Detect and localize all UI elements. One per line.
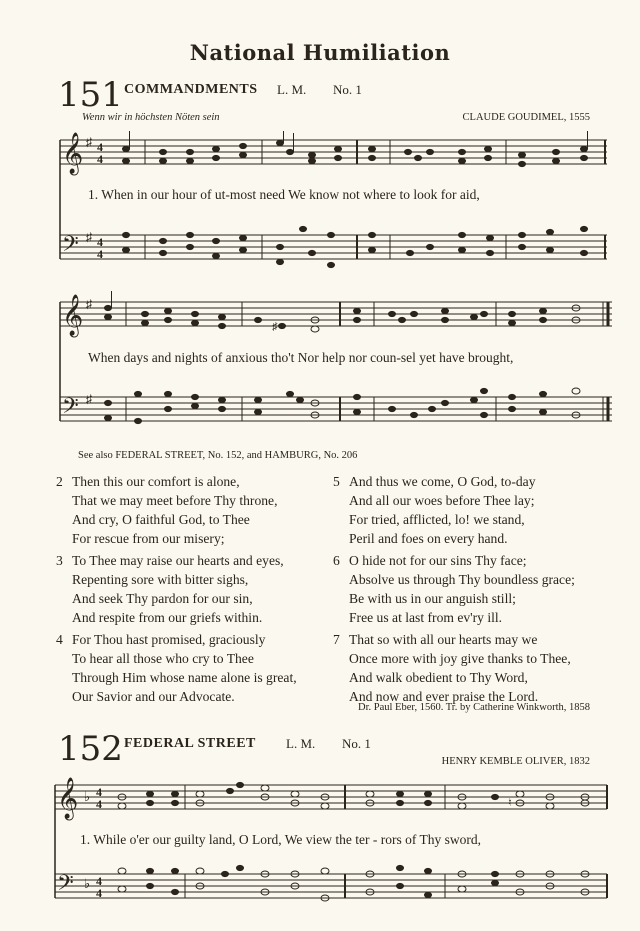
tune-number-152: No. 1 — [342, 736, 371, 751]
svg-text:4: 4 — [96, 797, 102, 811]
svg-text:4: 4 — [97, 247, 103, 261]
svg-text:4: 4 — [96, 785, 102, 799]
svg-text:♯: ♯ — [86, 392, 92, 406]
svg-text:♮: ♮ — [508, 797, 512, 809]
hymn-number-152: 152 — [58, 729, 123, 769]
svg-text:4: 4 — [97, 140, 103, 154]
verse-4: 4 For Thou hast promised, graciously To hear all those who cry to Thee Through Him whose name alone is great, Our Savior and our Advocate. — [56, 632, 297, 704]
svg-text:𝄞: 𝄞 — [62, 295, 84, 336]
svg-text:4: 4 — [97, 152, 103, 166]
svg-text:4: 4 — [96, 886, 102, 900]
svg-text:4: 4 — [97, 235, 103, 249]
svg-text:♭: ♭ — [84, 789, 91, 804]
see-also-note: See also FEDERAL STREET, No. 152, and HAMBURG, No. 206 — [78, 450, 358, 461]
music-system-152-1 — [0, 770, 640, 931]
verse-3: 3 To Thee may raise our hearts and eyes, Repenting sore with bitter sighs, And seek Thy pardon for our sin, And respite from our griefs within. — [56, 553, 284, 625]
tune-name-151: COMMANDMENTS — [124, 82, 258, 97]
svg-text:♯: ♯ — [86, 135, 92, 149]
composer-152: HENRY KEMBLE OLIVER, 1832 — [441, 756, 590, 767]
svg-text:𝄢: 𝄢 — [62, 232, 79, 262]
svg-text:𝄞: 𝄞 — [57, 778, 79, 819]
composer-151: CLAUDE GOUDIMEL, 1555 — [462, 112, 590, 123]
svg-text:𝄞: 𝄞 — [62, 133, 84, 174]
original-title-151: Wenn wir in höchsten Nöten sein — [82, 112, 220, 123]
svg-text:♯: ♯ — [272, 321, 278, 333]
verse-5: 5 And thus we come, O God, to-day And all our woes before Thee lay; For tried, afflicted, lo! we stand, Peril and foes on every hand. — [333, 474, 536, 546]
tune-number-151: No. 1 — [333, 82, 362, 97]
lyric-151-line1: 1. When in our hour of ut-most need We know not where to look for aid, — [88, 187, 480, 202]
svg-text:4: 4 — [96, 874, 102, 888]
section-title: National Humiliation — [189, 40, 451, 65]
svg-text:♭: ♭ — [84, 876, 91, 891]
meter-152: L. M. — [286, 736, 316, 751]
svg-text:𝄢: 𝄢 — [62, 394, 79, 424]
svg-text:♯: ♯ — [86, 297, 92, 311]
tune-name-152: FEDERAL STREET — [124, 736, 256, 751]
verse-7: 7 That so with all our hearts may we Once more with joy give thanks to Thee, And walk obedient to Thy Word, And now and ever praise the Lord. — [333, 632, 571, 704]
svg-text:♯: ♯ — [86, 230, 92, 244]
verse-6: 6 O hide not for our sins Thy face; Absolve us through Thy boundless grace; Be with us in our anguish still; Free us at last from ev'ry ill. — [333, 553, 575, 625]
hymn-number-151: 151 — [58, 75, 123, 115]
author-credit-151: Dr. Paul Eber, 1560. Tr. by Catherine Winkworth, 1858 — [358, 702, 590, 713]
meter-151: L. M. — [277, 82, 307, 97]
verse-2: 2 Then this our comfort is alone, That we may meet before Thy throne, And cry, O faithful God, to Thee For rescue from our misery; — [56, 474, 278, 546]
lyric-152-line1: 1. While o'er our guilty land, O Lord, We view the ter - rors of Thy sword, — [80, 832, 482, 847]
lyric-151-line2: When days and nights of anxious tho't Nor help nor coun-sel yet have brought, — [88, 350, 514, 365]
svg-text:𝄢: 𝄢 — [57, 871, 74, 901]
